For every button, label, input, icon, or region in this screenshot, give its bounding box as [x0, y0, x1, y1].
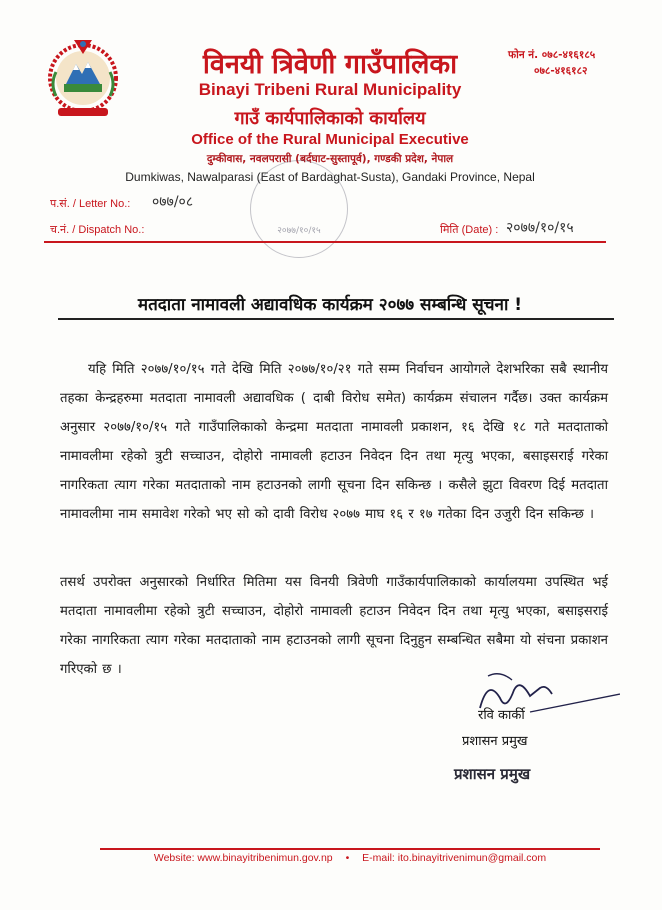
- body-paragraph-1: यहि मिति २०७७/१०/१५ गते देखि मिति २०७७/१०/२१ गते सम्म निर्वाचन आयोगले देशभरिका सबै स्थानीय तहका केन्द्रहरुमा मतदाता नामावली अद्यावधिक ( दाबी विरोध समेत) कार्यक्रम संचालन गर्दैछ। उक्त कार्यक्रम अनुसार २०७७/१०/१५ गते गाउँपालिकाको केन्द्रमा मतदाता नामावली प्रकाशन, १६ देखि १८ गते मतदाताको नामावलीमा रहेको त्रुटी सच्चाउन, दोहोरो नामावली हटाउन निवेदन दिन तथा मृत्यु भएका, बसाइसराई गरेका नागरिकता त्याग गरेका मतदाताको नाम हटाउनको लागी सूचना दिन सकिन्छ । कसैले झुटा विवरण दिई मतदाता नामावलीमा नाम समावेश गरेको भए सो को दावी विरोध २०७७ माघ १६ र १७ गतेका दिन उजुरी दिन सकिन्छ ।: [60, 362, 608, 522]
- phone-number-2: ०७८-४१६१८२: [534, 65, 588, 77]
- municipality-name-nepali: विनयी त्रिवेणी गाउँपालिका: [202, 49, 458, 80]
- office-name-english: Office of the Rural Municipal Executive: [191, 131, 469, 148]
- stamp-date: २०७७/१०/१५: [277, 226, 321, 236]
- dispatch-no-label: च.नं. / Dispatch No.:: [50, 224, 145, 236]
- signatory-name: रवि कार्की: [478, 708, 525, 723]
- nepal-emblem-icon: [44, 34, 122, 120]
- body-paragraph-2: तसर्थ उपरोक्त अनुसारको निर्धारित मितिमा यस विनयी त्रिवेणी गाउँकार्यपालिकाको कार्यालयमा उपस्थित भई मतदाता नामावलीमा रहेको त्रुटी सच्चाउन, दोहोरो नामावली हटाउन निवेदन दिन तथा मृत्यु भएका, बसाइसराई गरेका नागरिकता त्याग गरेका मतदाताको नाम हटाउनको लागी सूचना दिनुहुन सम्बन्धित सबैमा यो संचना प्रकाशन गरिएको छ ।: [60, 575, 608, 677]
- footer-website[interactable]: Website: www.binayitribenimun.gov.np: [153, 852, 333, 864]
- municipality-name-english: Binayi Tribeni Rural Municipality: [198, 80, 462, 99]
- subject-heading: मतदाता नामावली अद्यावधिक कार्यक्रम २०७७ सम्बन्धि सूचना !: [137, 295, 523, 315]
- title-stamp: प्रशासन प्रमुख: [454, 765, 531, 783]
- address-nepali: दुम्कीवास, नवलपरासी (बर्दघाट-सुस्तापूर्व), गण्डकी प्रदेश, नेपाल: [206, 153, 454, 165]
- footer-divider: [100, 848, 600, 850]
- date-label: मिति (Date) :: [440, 224, 499, 236]
- header-divider: [44, 241, 606, 243]
- bullet-icon: •: [345, 852, 350, 864]
- office-name-nepali: गाउँ कार्यपालिकाको कार्यालय: [234, 108, 426, 129]
- office-seal-stamp: [250, 160, 348, 258]
- address-english: Dumkiwas, Nawalparasi (East of Bardaghat-Susta), Gandaki Province, Nepal: [125, 170, 535, 184]
- footer-contact: [100, 852, 600, 864]
- footer-email[interactable]: E-mail: ito.binayitrivenimun@gmail.com: [362, 852, 547, 864]
- date-value: २०७७/१०/१५: [506, 220, 574, 236]
- subject-underline: [58, 318, 614, 320]
- signatory-title: प्रशासन प्रमुख: [462, 734, 528, 749]
- letter-no-label: प.सं. / Letter No.:: [50, 198, 131, 210]
- phone-number-1: फोन नं. ०७८-४१६१८५: [508, 49, 596, 61]
- letter-no-value: ०७७/०८: [152, 194, 194, 210]
